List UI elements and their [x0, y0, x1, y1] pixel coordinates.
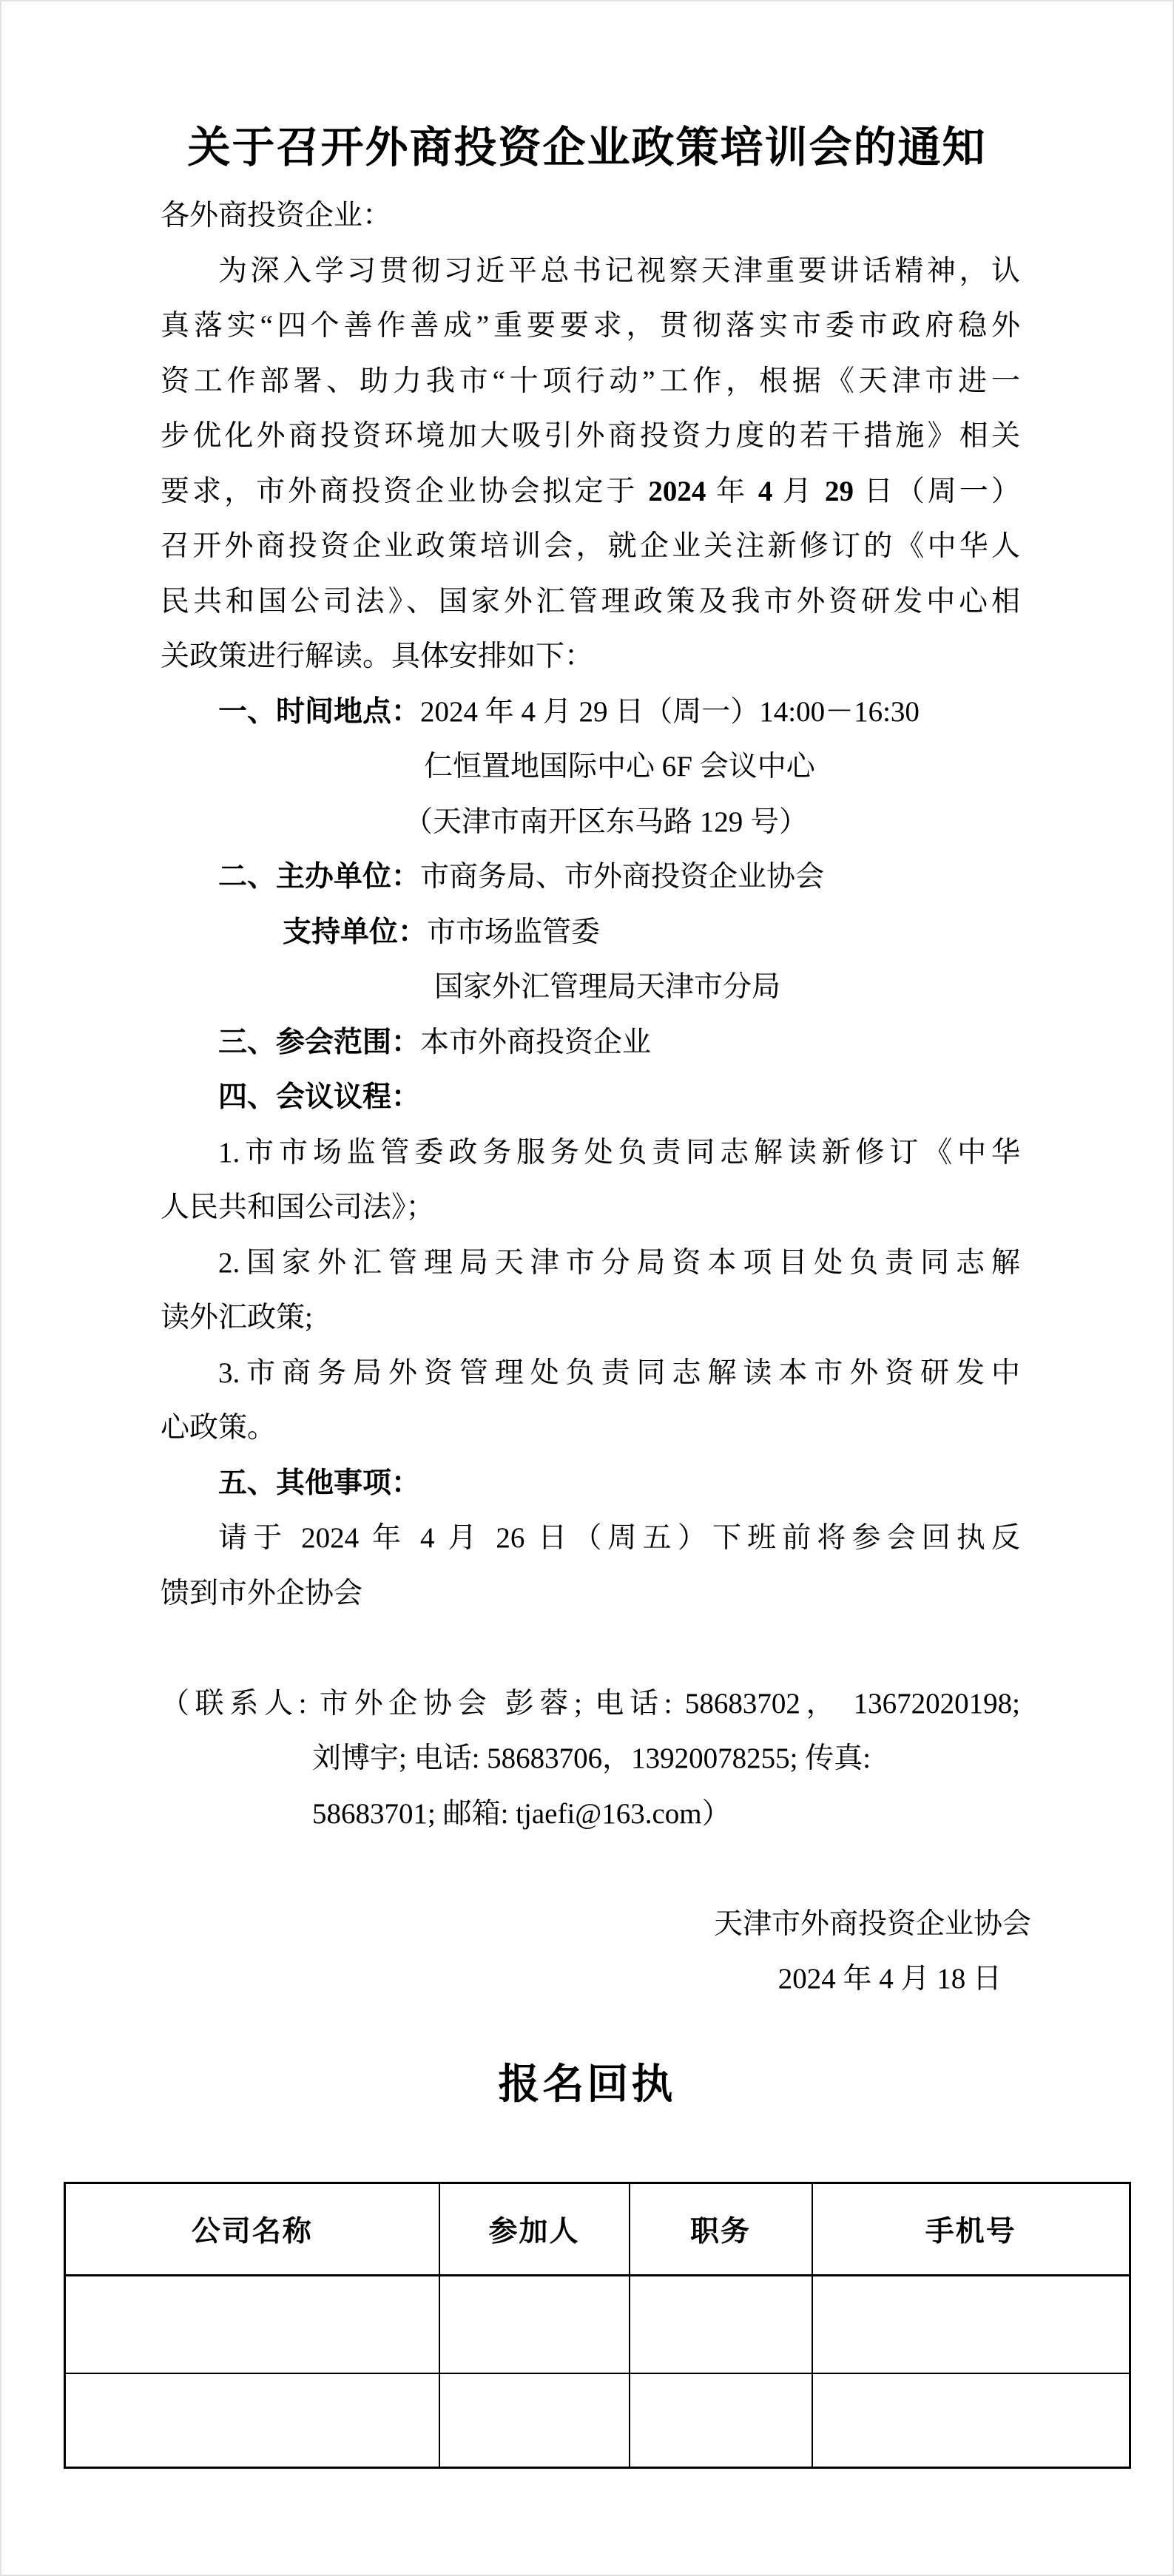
- other-line: 馈到市外企协会: [161, 1577, 363, 1609]
- section-text: 市市场监管委: [427, 916, 601, 948]
- table-cell: [65, 2276, 439, 2374]
- agenda-item-line: 人民共和国公司法》；: [161, 1191, 435, 1223]
- section-label: 四、会议议程：: [218, 1081, 421, 1113]
- section-other: [161, 1456, 1020, 1512]
- agenda-item-line: 心政策。: [161, 1412, 277, 1444]
- signature-organization: 天津市外商投资企业协会: [713, 1907, 1031, 1940]
- text-segment: 月: [772, 475, 826, 507]
- section-supporter: [161, 905, 1020, 961]
- agenda-item-line: 3.市商务局外资管理处负责同志解读本市外资研发中: [218, 1356, 1020, 1389]
- section-label: 一、时间地点：: [218, 695, 421, 728]
- text-segment: 年: [706, 475, 758, 507]
- text-segment: 要求，市外商投资企业协会拟定于: [161, 475, 649, 507]
- document-title: 关于召开外商投资企业政策培训会的通知: [187, 124, 987, 172]
- paragraph-line: 召开外商投资企业政策培训会，就企业关注新修订的《中华人: [161, 530, 1020, 562]
- contact-line: 58683701; 邮箱: tjaefi@163.com）: [312, 1797, 731, 1830]
- bold-text-segment: 4: [758, 475, 773, 507]
- section-scope: [161, 1015, 1020, 1071]
- table-cell: [439, 2276, 630, 2374]
- agenda-item-line: 2.国家外汇管理局天津市分局资本项目处负责同志解: [218, 1246, 1020, 1279]
- reply-form-heading: 报名回执: [498, 2062, 676, 2108]
- table-cell: [439, 2373, 630, 2468]
- section-agenda: [161, 1070, 1020, 1126]
- section-text: 本市外商投资企业: [420, 1026, 652, 1058]
- signature-date: 2024 年 4 月 18 日: [777, 1963, 1002, 1995]
- contact-line: 刘博宇; 电话: 58683706，13920078255; 传真:: [312, 1742, 871, 1774]
- section-label: 支持单位：: [283, 916, 428, 948]
- section-time-place: [161, 685, 1020, 740]
- supporter-line2: 国家外汇管理局天津市分局: [434, 971, 781, 1003]
- table-row: [65, 2373, 1130, 2468]
- reply-form-table: [64, 2182, 1131, 2469]
- spacer-line: [161, 1842, 1020, 1897]
- table-cell: [65, 2373, 439, 2468]
- paragraph-line: 关政策进行解读。具体安排如下：: [161, 640, 594, 672]
- paragraph-line: 资工作部署、助力我市“十项行动”工作，根据《天津市进一: [161, 365, 1020, 397]
- address-line: （天津市南开区东马路 129 号）: [404, 805, 809, 838]
- bold-text-segment: 2024: [648, 475, 706, 507]
- paragraph-line: 真落实“四个善作善成”重要要求，贯彻落实市委市政府稳外: [161, 310, 1020, 342]
- table-cell: [630, 2373, 812, 2468]
- table-header-row: [65, 2183, 1130, 2276]
- section-label: 二、主办单位：: [218, 861, 421, 893]
- paragraph-line-with-bold-date: [161, 464, 1020, 520]
- venue-line: 仁恒置地国际中心 6F 会议中心: [424, 751, 815, 782]
- paragraph-line: 步优化外商投资环境加大吸引外商投资力度的若干措施》相关: [161, 420, 1020, 452]
- section-label: 五、其他事项：: [218, 1467, 421, 1499]
- section-organizer: [161, 850, 1020, 905]
- paragraph-line: 为深入学习贯彻习近平总书记视察天津重要讲话精神，认: [218, 254, 1020, 287]
- contact-line: （联系人: 市外企协会 彭蓉; 电话: 58683702， 13672020198;: [161, 1687, 1020, 1720]
- column-header-participant: 参加人: [439, 2183, 630, 2276]
- document-body: [161, 189, 1031, 2007]
- table-row: [65, 2276, 1130, 2374]
- table-cell: [630, 2276, 812, 2374]
- section-text: 市商务局、市外商投资企业协会: [420, 861, 825, 893]
- spacer-line: [161, 1621, 1020, 1677]
- bold-text-segment: 29: [825, 475, 854, 507]
- agenda-item-line: 1.市市场监管委政务服务处负责同志解读新修订《中华: [218, 1136, 1020, 1169]
- section-label: 三、参会范围：: [218, 1026, 421, 1058]
- column-header-position: 职务: [630, 2183, 812, 2276]
- column-header-mobile: 手机号: [812, 2183, 1130, 2276]
- column-header-company: 公司名称: [65, 2183, 439, 2276]
- paragraph-line: 民共和国公司法》、国家外汇管理政策及我市外资研发中心相: [161, 585, 1020, 618]
- text-segment: 日（周一）: [854, 475, 1020, 507]
- section-text: 2024 年 4 月 29 日（周一）14:00－16:30: [420, 695, 920, 728]
- other-line: 请于 2024 年 4 月 26 日（周五）下班前将参会回执反: [218, 1522, 1020, 1554]
- agenda-item-line: 读外汇政策;: [161, 1302, 313, 1333]
- salutation: 各外商投资企业：: [161, 200, 392, 231]
- table-cell: [812, 2276, 1130, 2374]
- table-cell: [812, 2373, 1130, 2468]
